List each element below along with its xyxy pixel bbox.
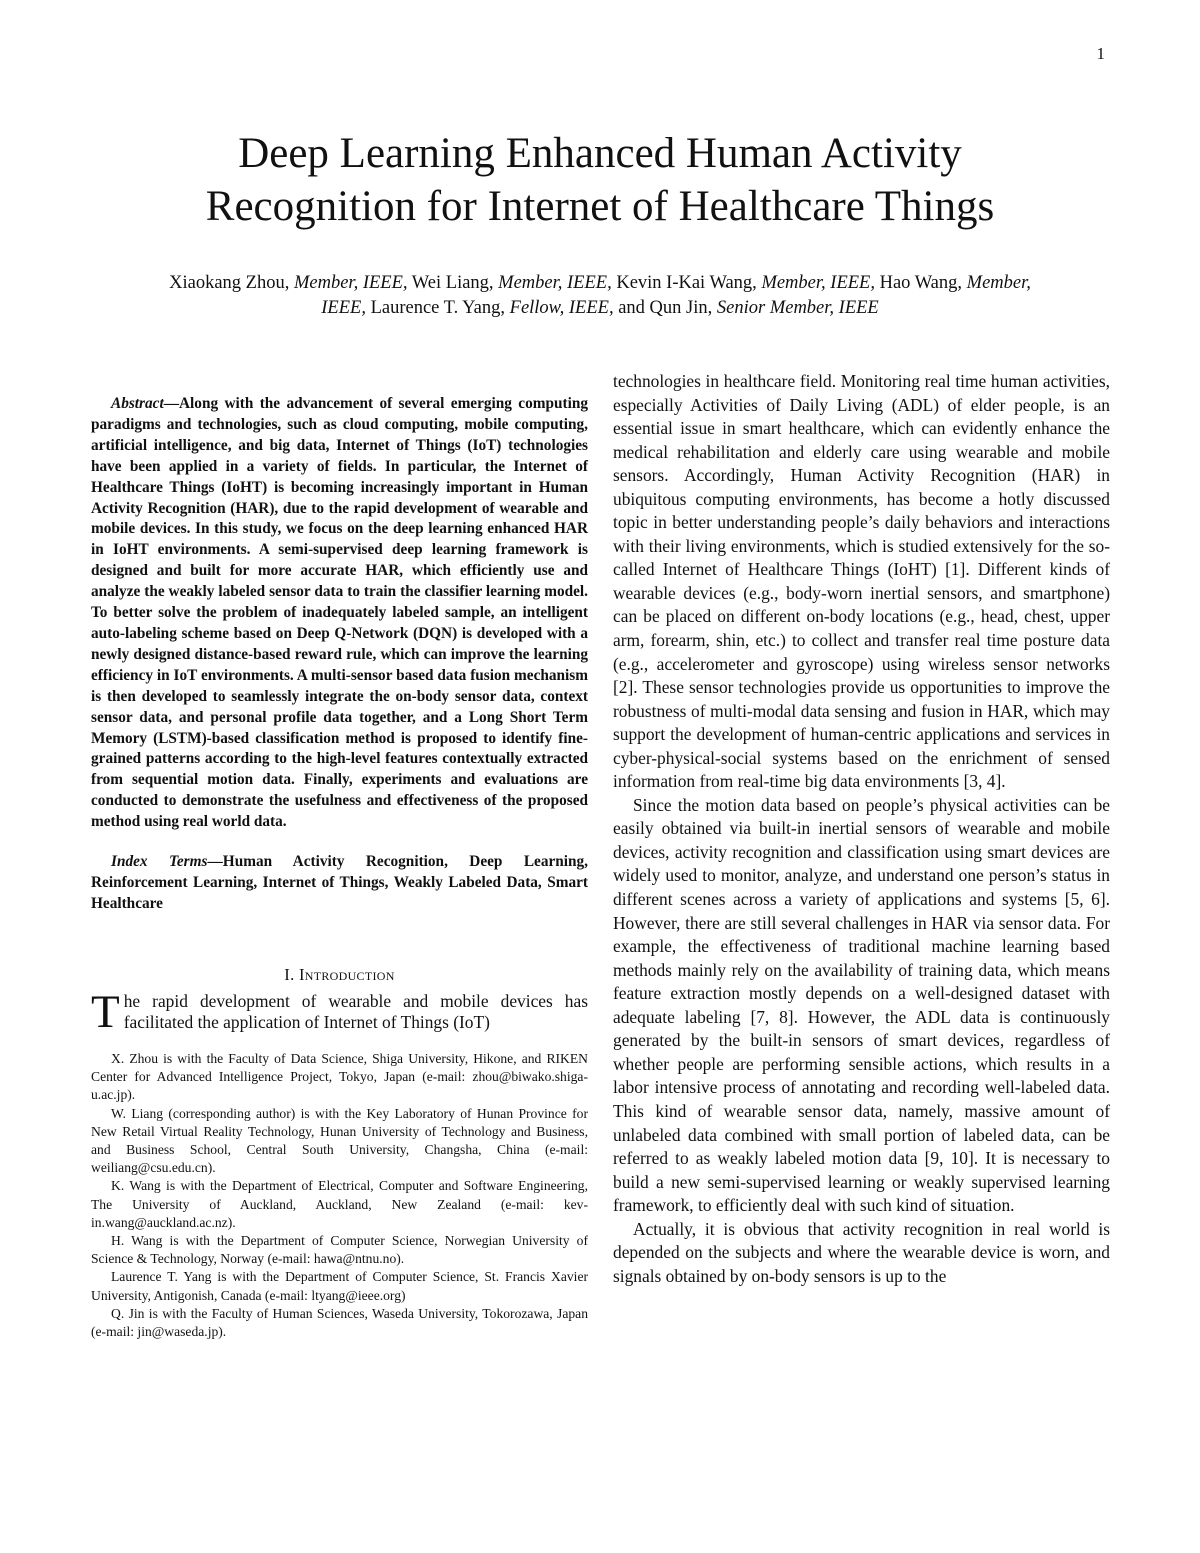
title-line-2: Recognition for Internet of Healthcare Things — [205, 183, 995, 230]
section-number: I. — [284, 964, 299, 984]
intro-text: he rapid development of wearable and mobile devices has facilitated the application of Internet of Things (IoT) — [123, 990, 588, 1033]
section-title: Introduction — [298, 964, 395, 984]
intro-paragraph — [91, 985, 588, 1038]
section-heading — [91, 965, 588, 985]
footnote: W. Liang (corresponding author) is with the Key Laboratory of Hunan Province for New Retail Virtual Reality Technology, Hunan University of Technology and Business, and Business School, Central South University, Changsha, China (e-mail: weiliang@csu.edu.cn). — [91, 1105, 588, 1176]
body-paragraph: technologies in healthcare field. Monitoring real time human activities, especially Activities of Daily Living (ADL) of elder people, is an essential issue in smart healthcare, which can evidently enhance the medical rehabilitation and elderly care using wearable and mobile sensors. Accordingly, Human Activity Recognition (HAR) in ubiquitous computing environments, has become a hotly discussed topic in better understanding people’s daily behaviors and interactions with their living environments, which is studied extensively for the so-called Internet of Healthcare Things (IoHT) [1]. Different kinds of wearable devices (e.g., body-worn inertial sensors, and smartphone) can be placed on different on-body locations (e.g., head, chest, upper arm, forearm, shin, etc.) to collect and transfer real time posture data (e.g., accelerometer and gyroscope) using wireless sensor networks [2]. These sensor technologies provide us opportunities to improve the robustness of multi-modal data sensing and fusion in HAR, which may support the development of human-centric applications and services in cyber-physical-social systems based on the enrichment of sensed information from real-time big data environments [3, 4]. — [613, 371, 1110, 792]
author-role: Fellow, IEEE, — [509, 298, 614, 318]
body-paragraph: Since the motion data based on people’s physical activities can be easily obtained via built-in inertial sensors of wearable and mobile devices, activity recognition and classification using smart devices are widely used to monitor, analyze, and understand one person’s status in different scenes across a variety of applications and systems [5, 6]. However, there are still several challenges in HAR via sensor data. For example, the effectiveness of traditional machine learning based methods mainly rely on the availability of training data, which means feature extraction mostly depends on a well-designed dataset with adequate labeling [7, 8]. However, the ADL data is continuously generated by the built-in sensors of smart devices, regardless of whether people are performing sensible actions, which results in a labor intensive process of annotating and recording well-labeled data. This kind of wearable sensor data, namely, massive amount of unlabeled data combined with small portion of labeled data, can be referred to as weakly labeled motion data [9, 10]. It is necessary to build a new semi-supervised learning or weakly supervised learning framework, to efficiently deal with such kind of situation. — [613, 794, 1110, 1216]
author-role: Member, IEEE, — [761, 273, 875, 293]
abstract — [91, 394, 588, 833]
author-name: Wei Liang, — [407, 273, 499, 293]
author-name: Hao Wang, — [874, 273, 967, 293]
abstract-text: —Along with the advancement of several emerging computing paradigms and technologies, such as cloud computing, mobile computing, artificial intelligence, and big data, Internet of Things (IoT) technologies have been applied in a variety of fields. In particular, the Internet of Healthcare Things (IoHT) is becoming increasingly important in Human Activity Recognition (HAR), due to the rapid development of wearable and mobile devices. In this study, we focus on the deep learning enhanced HAR in IoHT environments. A semi-supervised deep learning framework is designed and built for more accurate HAR, which efficiently use and analyze the weakly labeled sensor data to train the classifier learning model. To better solve the problem of inadequately labeled sample, an intelligent auto-labeling scheme based on Deep Q-Network (DQN) is developed with a newly designed distance-based reward rule, which can improve the learning efficiency in IoT environments. A multi-sensor based data fusion mechanism is then developed to seamlessly integrate the on-body sensor data, context sensor data, and personal profile data together, and a Long Short Term Memory (LSTM)-based classification method is proposed to identify fine-grained patterns according to the high-level features contextually extracted from sequential motion data. Finally, experiments and evaluations are conducted to demonstrate the usefulness and effectiveness of the proposed method using real world data. — [91, 395, 588, 831]
right-column — [613, 370, 1110, 1288]
index-terms-label: Index Terms — [111, 853, 208, 871]
author-name: Kevin I-Kai Wang, — [611, 273, 762, 293]
author-list — [150, 271, 1050, 321]
footnote: K. Wang is with the Department of Electrical, Computer and Software Engineering, The University of Auckland, Auckland, New Zealand (e-mail: kev-in.wang@auckland.ac.nz). — [91, 1178, 588, 1230]
author-name: Laurence T. Yang, — [365, 298, 510, 318]
author-role: Member, IEEE, — [321, 273, 1031, 318]
footnote: Laurence T. Yang is with the Department of Computer Science, St. Francis Xavier University, Antigonish, Canada (e-mail: ltyang@ieee.org) — [91, 1269, 588, 1303]
index-terms — [91, 852, 588, 915]
author-name: and Qun Jin, — [613, 298, 717, 318]
author-role: Member, IEEE, — [498, 273, 612, 293]
author-name: Xiaokang Zhou, — [169, 273, 294, 293]
footnote: X. Zhou is with the Faculty of Data Science, Shiga University, Hikone, and RIKEN Center for Advanced Intelligence Project, Tokyo, Japan (e-mail: zhou@biwako.shiga-u.ac.jp). — [91, 1050, 588, 1103]
footnote: Q. Jin is with the Faculty of Human Sciences, Waseda University, Tokorozawa, Japan (e-mail: jin@waseda.jp). — [91, 1305, 588, 1339]
page-number: 1 — [1096, 44, 1105, 63]
body-paragraph: Actually, it is obvious that activity recognition in real world is depended on the subjects and where the wearable device is worn, and signals obtained by on-body sensors is up to the — [613, 1218, 1110, 1286]
drop-cap: T — [91, 985, 120, 1038]
author-role: Member, IEEE, — [293, 273, 408, 293]
left-column — [91, 394, 588, 1341]
author-role: Senior Member, IEEE — [716, 298, 879, 318]
footnote: H. Wang is with the Department of Computer Science, Norwegian University of Science & Technology, Norway (e-mail: hawa@ntnu.no). — [91, 1232, 588, 1267]
abstract-label: Abstract — [111, 395, 164, 412]
index-terms-text: —Human Activity Recognition, Deep Learning, Reinforcement Learning, Internet of Things, Weakly Labeled Data, Smart Healthcare — [91, 853, 589, 912]
title-line-1: Deep Learning Enhanced Human Activity — [238, 130, 962, 177]
paper-title — [0, 127, 1200, 233]
affiliation-footnotes — [91, 1050, 588, 1341]
